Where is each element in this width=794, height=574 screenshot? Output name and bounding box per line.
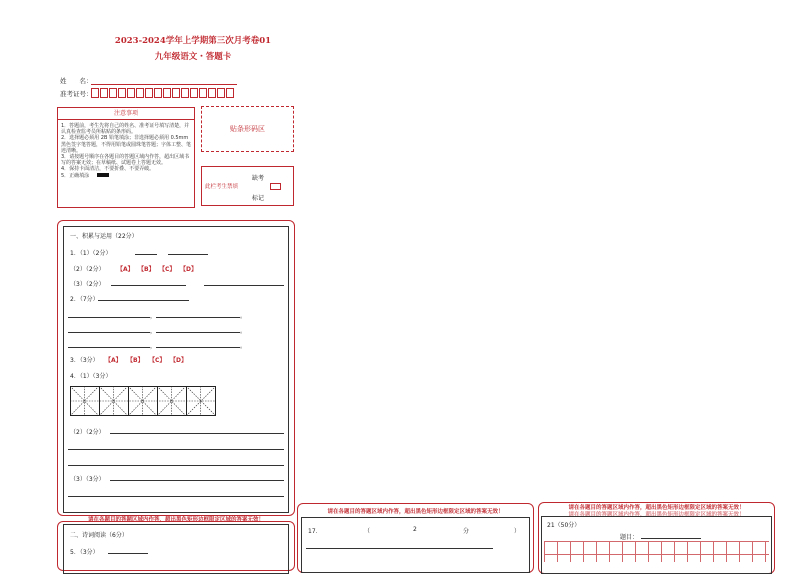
- note-item-5-text: 5．正确填涂: [61, 172, 90, 179]
- absent-box: [201, 166, 294, 206]
- absent-checkbox[interactable]: [270, 183, 281, 190]
- q17-line-1[interactable]: [306, 548, 493, 549]
- note-item-5: [58, 173, 194, 179]
- q1-2-option-d[interactable]: 【D】: [180, 266, 197, 273]
- q2-period-2: 。: [240, 328, 247, 335]
- q1-2-label: （2）（2分）: [70, 266, 105, 273]
- section1-title: 一、积累与运用（22分）: [70, 233, 138, 240]
- essay-topic-field[interactable]: [641, 538, 701, 539]
- q2-blank-2b[interactable]: [156, 332, 240, 333]
- name-field[interactable]: [91, 84, 237, 85]
- q17-unit: 分: [463, 528, 470, 535]
- q3-option-c[interactable]: 【C】: [149, 357, 166, 364]
- q1-1-blank-a[interactable]: [135, 254, 157, 255]
- note-item-1: 1．答题前，考生先将自己的姓名、准考证号填写清楚，并认真检查监考员所粘贴的条形码。: [61, 123, 190, 136]
- note-item-2: 2．选择题必须用 2B 铅笔填涂；非选择题必须用 0.5mm黑色签字笔答题，不得用铅笔或圆珠笔答题；字体工整、笔迹清晰。: [61, 135, 192, 154]
- q1-1-label: 1．（1）（2分）: [70, 250, 112, 257]
- q2-comma-2: ，: [150, 328, 157, 335]
- answer-sheet-subtitle: 九年级语文・答题卡: [154, 52, 232, 62]
- q1-2-option-b[interactable]: 【B】: [138, 266, 155, 273]
- essay-topic-label: 题目：: [620, 534, 639, 541]
- q17-paren-close: ）: [514, 528, 521, 535]
- q2-comma-1: ，: [150, 313, 157, 320]
- q4-1-character-grid[interactable]: [70, 386, 216, 416]
- section2-title: 二、诗词阅读（6分）: [70, 532, 128, 539]
- q1-1-blank-b[interactable]: [168, 254, 208, 255]
- q4-2-line-2[interactable]: [68, 449, 284, 450]
- note-item-4: 4．保持卡面清洁，不要折叠、不要弄破。: [61, 166, 155, 173]
- q2-blank-1b[interactable]: [156, 317, 240, 318]
- q5-label: 5．（3分）: [70, 549, 99, 556]
- barcode-area: 贴条形码区: [201, 106, 294, 152]
- q4-1-label: 4．（1）（3分）: [70, 373, 112, 380]
- q3-option-d[interactable]: 【D】: [170, 357, 187, 364]
- warning-right-2: 请在各题目的答题区域内作答，超出黑色矩形边框限定区域的答案无效！: [568, 512, 745, 518]
- q4-2-label: （2）（2分）: [70, 429, 105, 436]
- note-item-3: 3．请按题号顺序在各题目的答题区域内作答，超出区域书写的答案无效；在草稿纸、试题卷上答题无效。: [61, 154, 190, 167]
- q17-paren-open: （: [364, 528, 371, 535]
- q1-3-label: （3）（2分）: [70, 281, 105, 288]
- absent-label: 缺考: [252, 175, 265, 182]
- q4-3-label: （3）（3分）: [70, 476, 105, 483]
- q5-blank[interactable]: [108, 553, 148, 554]
- q3-option-b[interactable]: 【B】: [127, 357, 144, 364]
- q1-2-option-a[interactable]: 【A】: [117, 266, 134, 273]
- warning-right-1: 请在各题目的答题区域内作答，超出黑色矩形边框限定区域的答案无效！: [568, 505, 745, 511]
- q4-3-line-2[interactable]: [68, 496, 284, 497]
- exam-id-boxes[interactable]: [91, 88, 235, 98]
- q1-2-option-c[interactable]: 【C】: [159, 266, 176, 273]
- q2-period-1: 。: [240, 313, 247, 320]
- q17-score: 2: [413, 526, 417, 533]
- exam-title: 2023-2024学年上学期第三次月考卷01: [114, 36, 272, 46]
- character-grid-svg: [70, 386, 216, 416]
- q4-2-line-1[interactable]: [110, 433, 284, 434]
- q2-label: 2．（7分）: [70, 296, 99, 303]
- q4-3-line-1[interactable]: [110, 480, 284, 481]
- essay-writing-grid[interactable]: [544, 541, 769, 562]
- q2-blank-0[interactable]: [98, 300, 189, 301]
- absent-mark-label: 标记: [252, 195, 265, 202]
- q1-3-blank-a[interactable]: [111, 285, 186, 286]
- warning-left: 请在各题目的答题区域内作答，超出黑色矩形边框限定区域的答案无效！: [87, 517, 264, 523]
- q3-option-a[interactable]: 【A】: [105, 357, 122, 364]
- q2-period-3: 。: [240, 343, 247, 350]
- exam-id-label: 准考证号：: [60, 90, 93, 98]
- q17-label: 17．: [308, 528, 322, 535]
- q2-blank-1a[interactable]: [68, 317, 150, 318]
- q1-3-blank-b[interactable]: [204, 285, 284, 286]
- warning-mid: 请在各题目的答题区域内作答，超出黑色矩形边框限定区域的答案无效！: [327, 509, 504, 515]
- notes-title: 注意事项: [58, 108, 194, 120]
- q2-blank-2a[interactable]: [68, 332, 150, 333]
- name-label: 姓 名：: [60, 77, 93, 85]
- q3-label: 3．（3分）: [70, 357, 99, 364]
- q2-comma-3: ，: [150, 343, 157, 350]
- q2-blank-3b[interactable]: [156, 347, 240, 348]
- filled-mark-sample-icon: [97, 173, 109, 177]
- notes-box: [57, 107, 195, 208]
- q2-blank-3a[interactable]: [68, 347, 150, 348]
- absent-note: 此栏考生禁填: [205, 184, 239, 190]
- q4-2-line-3[interactable]: [68, 465, 284, 466]
- q21-label: 21（50分）: [547, 522, 581, 529]
